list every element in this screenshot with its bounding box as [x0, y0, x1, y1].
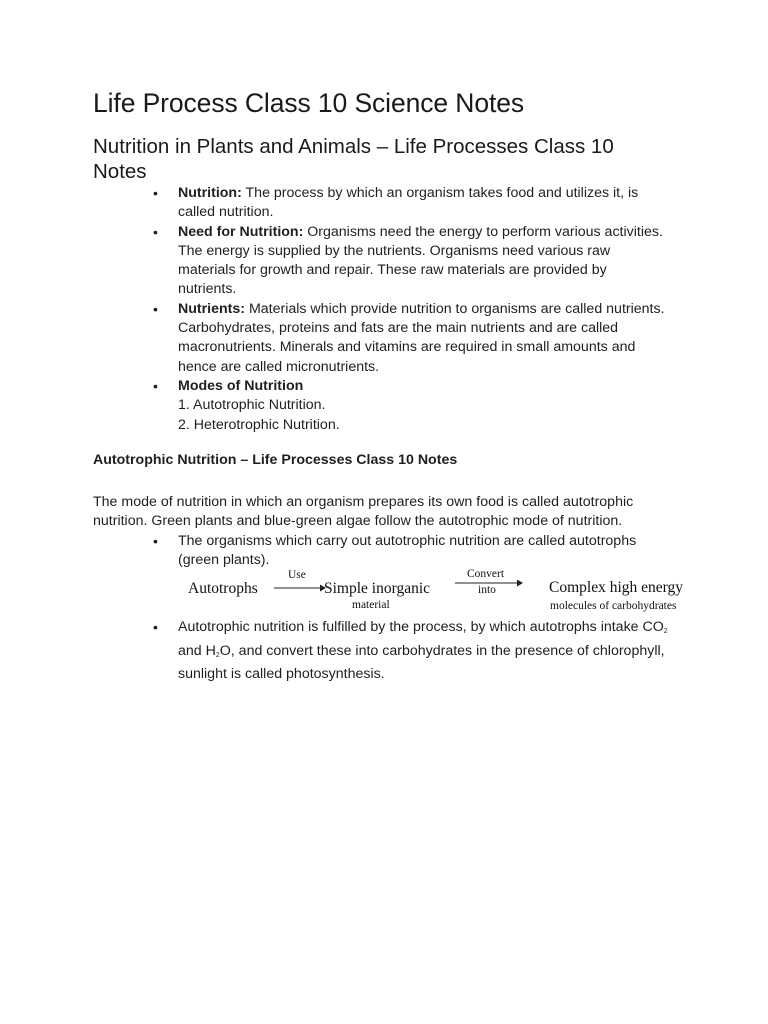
section-heading: Autotrophic Nutrition – Life Processes Class 10 Notes — [93, 451, 458, 468]
mode-item-heterotrophic: 2. Heterotrophic Nutrition. — [178, 416, 340, 433]
bullet-icon: • — [153, 619, 158, 636]
list-item-text-part: and H — [178, 642, 216, 659]
diagram-start-label: Autotrophs — [188, 580, 258, 598]
diagram-arrow1-label: Use — [288, 569, 306, 582]
bullet-icon: • — [153, 300, 158, 317]
arrow-right-icon — [274, 583, 326, 593]
subscript: 2 — [215, 651, 220, 659]
subscript: 2 — [663, 628, 668, 636]
list-item-term: Modes of Nutrition — [178, 377, 304, 394]
mode-item-autotrophic: 1. Autotrophic Nutrition. — [178, 397, 326, 414]
autotroph-flow-diagram — [93, 570, 693, 618]
diagram-end-sublabel: molecules of carbohydrates — [550, 600, 677, 613]
list-item-text: Materials which provide nutrition to organisms are called nutrients. Carbohydrates, proteins and fats are the main nutrients and are called macronutrients. Minerals and vitamins are required in small amounts and hence are called micronutrients. — [178, 300, 665, 375]
list-item-term: Need for Nutrition: — [178, 223, 304, 240]
list-item-text-part: O, and convert these into carbohydrates in the presence of chlorophyll, sunlight is called photosynthesis. — [178, 642, 665, 683]
list-item-text: Organisms need the energy to perform various activities. The energy is supplied by the nutrients. Organisms need various raw materials for growth and repair. These raw materials are provided by nutrients. — [178, 223, 663, 298]
list-item-text: The process by which an organism takes food and utilizes it, is called nutrition. — [178, 185, 639, 221]
list-item — [93, 223, 668, 300]
bullet-icon: • — [153, 377, 158, 394]
list-item — [93, 300, 668, 377]
bullet-icon: • — [153, 185, 158, 201]
list-item-term: Nutrition: — [178, 185, 242, 201]
diagram-middle-sublabel: material — [352, 599, 390, 612]
list-item — [93, 377, 668, 435]
bullet-icon: • — [153, 532, 158, 549]
list-item — [93, 184, 668, 223]
photosynthesis-list — [93, 618, 693, 684]
diagram-arrow2-label-bottom: into — [478, 584, 496, 597]
autotroph-list — [93, 532, 693, 571]
diagram-end-label: Complex high energy — [549, 579, 684, 597]
list-item-text: The organisms which carry out autotrophic nutrition are called autotrophs (green plants). — [178, 532, 637, 569]
bullet-icon: • — [153, 223, 158, 240]
diagram-middle-label: Simple inorganic — [324, 580, 431, 598]
list-item-text-part: Autotrophic nutrition is fulfilled by the process, by which autotrophs intake CO — [178, 619, 664, 636]
page-title: Life Process Class 10 Science Notes — [93, 88, 525, 118]
nutrition-list — [93, 184, 693, 435]
page-subtitle: Nutrition in Plants and Animals – Life Processes Class 10 Notes — [93, 135, 614, 183]
diagram-arrow2-label-top: Convert — [467, 568, 505, 581]
list-item-term: Nutrients: — [178, 300, 245, 317]
list-item — [93, 532, 668, 571]
list-item — [93, 618, 668, 684]
document-page — [93, 86, 693, 684]
section-paragraph: The mode of nutrition in which an organism prepares its own food is called autotrophic nutrition. Green plants and blue-green algae follow the autotrophic mode of nutrition. — [93, 493, 634, 530]
